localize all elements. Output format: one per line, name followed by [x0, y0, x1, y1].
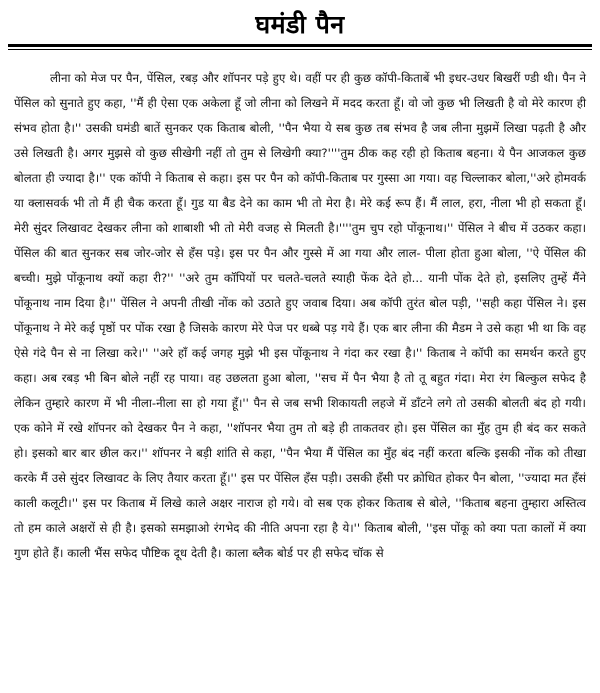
title-rule-thin	[8, 49, 592, 50]
story-title: घमंडी पैन	[255, 10, 345, 39]
story-body: लीना को मेज पर पैन, पेंसिल, रबड़ और शॉपनर पड़े हुए थे। वहीं पर ही कुछ कॉपी-किताबें भी इधर-उधर बिखरीं ण्डी थी। पैन ने पेंसिल को सुनाते हुए कहा, ''मैं ही ऐसा एक अकेला हूँ जो लीना को लिखने में मदद करता हूँ। वो जो कुछ भी लिखती है वो मेरे कारण ही संभव होता है।'' उसकी घमंडी बातें सुनकर एक किताब बोली, ''पैन भैया ये सब कुछ तब संभव है जब लीना मुझमें लिखा पढ़ती है और उसे लिखती है। अगर मुझसे वो कुछ सीखेगी नहीं तो तुम से लिखेगी क्या?''''तुम ठीक कह रही हो किताब बहना। ये पैन आजकल कुछ बोलता ही ज्यादा है।'' एक कॉपी ने किताब से कहा। इस पर पैन को कॉपी-किताब पर गुस्सा आ गया। वह चिल्लाकर बोला,''अरे होमवर्क या क्लासवर्क भी तो मैं ही चैक करता हूँ। गुड या बैड देने का काम भी तो मेरा है। मेरे कई रूप हैं। मैं लाल, हरा, नीला भी हो सकता हूँ। मेरी सुंदर लिखावट देखकर लीना को शाबाशी भी तो मेरी वजह से मिलती है।''''तुम चुप रहो पोंकूनाथ।'' पेंसिल ने बीच में उठकर कहा। पेंसिल की बात सुनकर सब जोर-जोर से हँस पड़े। इस पर पैन और गुस्से में आ गया और लाल- पीला होता हुआ बोला, ''ऐ पेंसिल की बच्ची। मुझे पोंकूनाथ क्यों कहा री?'' ''अरे तुम कॉपियों पर चलते-चलते स्याही फेंक देते हो... यानी पोंक देते हो, इसलिए तुम्हें मैंने पोंकूनाथ नाम दिया है।'' पेंसिल ने अपनी तीखी नोंक को उठाते हुए जवाब दिया। अब कॉपी तुरंत बोल पड़ी, ''सही कहा पेंसिल ने। इस पोंकूनाथ ने मेरे कई पृष्ठों पर पोंक रखा है जिसके कारण मेरे पेज पर धब्बे पड़ गये हैं। एक बार लीना की मैडम ने उसे कहा भी था कि वह ऐसे गंदे पैन से ना लिखा करे।'' ''अरे हाँ कई जगह मुझे भी इस पोंकूनाथ ने गंदा कर रखा है।'' किताब ने कॉपी का समर्थन करते हुए कहा। अब रबड़ भी बिन बोले नहीं रह पाया। वह उछलता हुआ बोला, ''सच में पैन भैया है तो तू बहुत गंदा। मेरा रंग बिल्कुल सफेद है लेकिन तुम्हारे कारण में भी नीला-नीला सा हो गया हूँ।'' पैन से जब सभी शिकायती लहजे में डाँटने लगे तो उसकी बोलती बंद हो गयी। एक कोने में रखे शॉपनर को देखकर पैन ने कहा, ''शॉपनर भैया तुम तो बड़े ही ताकतवर हो। इस पेंसिल का मुँह तुम ही बंद कर सकते हो। इसको बार बार छील कर।'' शॉपनर ने बड़ी शांति से कहा, ''पैन भैया मैं पेंसिल का मुँह बंद नहीं करता बल्कि इसकी नोंक को तीखा करके मैं उसे सुंदर लिखावट के लिए तैयार करता हूँ।'' इस पर पेंसिल हँस पड़ी। उसकी हँसी पर क्रोधित होकर पैन बोला, ''ज्यादा मत हँसं काली कलूटी।'' इस पर किताब में लिखे काले अक्षर नाराज हो गये। वो सब एक होकर किताब से बोले, ''किताब बहना तुम्हारा अस्तित्व तो हम काले अक्षरों से ही है। इसको समझाओ रंगभेद की नीति अपना रहा है ये।'' किताब बोली, ''इस पोंकू को क्या पता कालों में क्या गुण होते हैं। काली भैंस सफेद पौष्टिक दूध देती है। काला ब्लैक बोर्ड पर ही सफेद चॉक से	[14, 71, 586, 560]
title-area	[0, 10, 600, 40]
title-rule-thick	[8, 44, 592, 47]
